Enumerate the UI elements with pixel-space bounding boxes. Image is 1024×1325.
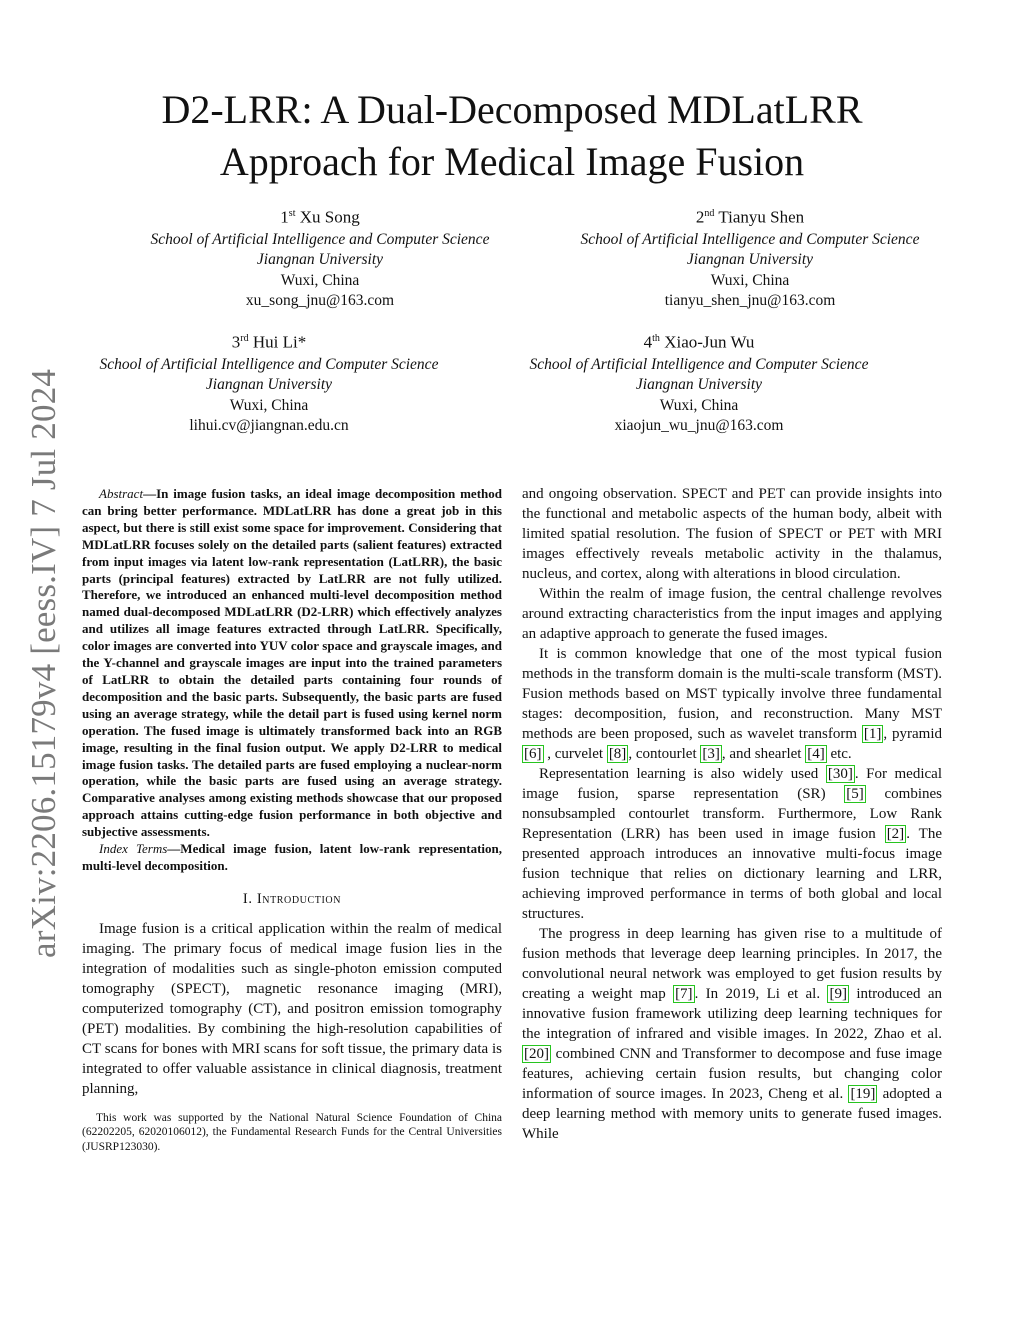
index-terms — [82, 841, 502, 875]
author-affiliation: School of Artificial Intelligence and Computer Science — [150, 230, 490, 248]
arxiv-stamp: arXiv:2206.15179v4 [eess.IV] 7 Jul 2024 — [24, 368, 63, 958]
author-email[interactable]: xiaojun_wu_jnu@163.com — [614, 417, 784, 435]
title-line-1: D2-LRR: A Dual-Decomposed MDLatLRR — [161, 87, 863, 132]
intro-paragraph: Image fusion is a critical application within the realm of medical imaging. The primary focus of medical image fusion lies in the integration of modalities such as single-photon emission computed tomography (SPECT), magnetic resonance imaging (MRI), computerized tomography (CT), and positron emission tomography (PET) modalities. By combining the high-resolution capabilities of CT scans for bones with MRI scans for soft tissue, the primary data is integrated to offer valuable assistance in clinical diagnosis, treatment planning, — [82, 920, 502, 1097]
author-email[interactable]: tianyu_shen_jnu@163.com — [664, 292, 836, 310]
author-university: Jiangnan University — [686, 251, 814, 269]
author-name: Tianyu Shen — [718, 207, 805, 227]
right-column — [522, 484, 942, 1144]
author-affiliation: School of Artificial Intelligence and Computer Science — [99, 355, 439, 373]
author-university: Jiangnan University — [635, 376, 763, 394]
citation-link[interactable]: [30] — [827, 766, 853, 782]
citation-link[interactable]: [5] — [846, 786, 864, 802]
abstract-label: Abstract — [99, 486, 144, 501]
author-name: Xu Song — [299, 207, 360, 227]
section-heading: I. Introduction — [242, 890, 342, 907]
left-column — [82, 486, 502, 1154]
citation-link[interactable]: [19] — [850, 1086, 876, 1102]
author-city: Wuxi, China — [659, 396, 739, 414]
author-city: Wuxi, China — [229, 396, 309, 414]
author-block-3: 3rd Hui Li* School of Artificial Intelligence and Computer Science Jiangnan University Wuxi, China lihui.cv@jiangnan.edu.cn — [49, 327, 489, 437]
citation-link[interactable]: [4] — [807, 746, 825, 762]
paragraph: Representation learning is also widely used [30] . For medical image fusion, sparse representation (SR) [5] combines nonsubsampled contourlet transform. Furthermore, Low Rank Representation (LRR) has been used in image fusion [2] . The presented approach introduces an innovative multi-focus image fusion technique that relies on dictionary learning and LRR, achieving improved performance in terms of both global and local structures. — [522, 766, 942, 922]
author-block-4: 4th Xiao-Jun Wu School of Artificial Intelligence and Computer Science Jiangnan University Wuxi, China xiaojun_wu_jnu@163.com — [479, 327, 919, 437]
author-name: Xiao-Jun Wu — [664, 332, 755, 352]
citation-link[interactable]: [2] — [886, 826, 905, 842]
citation-link[interactable]: [6] — [524, 746, 542, 762]
citation-link[interactable]: [3] — [702, 746, 720, 762]
citation-link[interactable]: [8] — [608, 746, 627, 762]
paragraph: and ongoing observation. SPECT and PET can provide insights into the functional and metabolic aspects of the human body, albeit with limited spatial resolution. The fusion of SPECT or PET with MRI images effectively reveals metabolic activity in the thalamus, nucleus, and cortex, along with alterations in blood circulation. — [522, 486, 942, 582]
author-city: Wuxi, China — [280, 271, 360, 289]
citation-link[interactable]: [9] — [829, 986, 847, 1002]
citation-link[interactable]: [20] — [524, 1046, 549, 1062]
abstract — [82, 486, 502, 841]
author-city: Wuxi, China — [710, 271, 790, 289]
paper-title — [80, 84, 944, 188]
author-email[interactable]: xu_song_jnu@163.com — [245, 292, 395, 310]
author-block-2: 2nd Tianyu Shen School of Artificial Intelligence and Computer Science Jiangnan University Wuxi, China tianyu_shen_jnu@163.com — [530, 202, 970, 312]
author-affiliation: School of Artificial Intelligence and Computer Science — [580, 230, 920, 248]
citation-link[interactable]: [7] — [675, 986, 693, 1002]
abstract-text: —In image fusion tasks, an ideal image decomposition method can bring better performance. MDLatLRR has done a great job in this aspect, but there is still exist some space for improvement. Considering that MDLatLRR focuses solely on the detailed parts (salient features) extracted from input images via latent low-rank representation (LatLRR), the basic parts (principal features) extracted by LatLRR are not fully utilized. Therefore, we introduced an enhanced multi-level decomposition method named dual-decomposed MDLatLRR (D2-LRR) which effectively analyzes and utilizes all image features extracted through LatLRR. Specifically, color images are converted into YUV color space and grayscale images, and the Y-channel and grayscale images are input into the trained parameters of LatLRR to obtain the detailed parts containing four rounds of decomposition and the basic parts. Subsequently, the basic parts are fused using an average strategy, while the detail part is fused using kernel norm operation. The fused image is ultimately transformed back into an RGB image, resulting in the final fusion output. We apply D2-LRR to medical image fusion tasks. The detailed parts are fused employing a nuclear-norm operation, while the basic parts are fused using an average strategy. Comparative analyses among existing methods showcase that our proposed approach attains cutting-edge fusion performance in both objective and subjective assessments. — [82, 486, 502, 840]
title-line-2: Approach for Medical Image Fusion — [219, 139, 805, 184]
author-block-1: 1st Xu Song School of Artificial Intelligence and Computer Science Jiangnan University Wuxi, China xu_song_jnu@163.com — [100, 202, 540, 312]
index-terms-label: Index Terms — [99, 841, 168, 857]
author-affiliation: School of Artificial Intelligence and Computer Science — [529, 355, 869, 373]
citation-link[interactable]: [1] — [863, 726, 882, 742]
author-university: Jiangnan University — [256, 251, 384, 269]
paragraph: The progress in deep learning has given rise to a multitude of fusion methods that leverage deep learning principles. In 2017, the convolutional neural network was employed to get fusion results by creating a weight map [7] . In 2019, Li et al. [9] introduced an innovative fusion framework utilizing deep learning techniques for the integration of infrared and visible images. In 2022, Zhao et al. [20] combined CNN and Transformer to decompose and fuse image features, achieving certain fusion results, but changing color information of source images. In 2023, Cheng et al. [19] adopted a deep learning method with memory units to generate fused images. While — [522, 926, 943, 1142]
author-email[interactable]: lihui.cv@jiangnan.edu.cn — [189, 417, 349, 435]
paragraph: Within the realm of image fusion, the central challenge revolves around extracting characteristics from the input images and applying an adaptive approach to generate the fused images. — [522, 586, 942, 642]
index-terms-text: —Medical image fusion, latent low-rank representation, multi-level decomposition. — [82, 841, 502, 873]
author-name: Hui Li* — [252, 332, 307, 352]
footnote: This work was supported by the National Natural Science Foundation of China (62202205, 62020106012), the Fundamental Research Funds for the Central Universities (JUSRP123030). — [82, 1111, 502, 1153]
paragraph: It is common knowledge that one of the most typical fusion methods in the transform domain is the multi-scale transform (MST). Fusion methods based on MST typically involve three fundamental stages: decomposition, fusion, and reconstruction. Many MST methods are been proposed, such as wavelet transform [1] , pyramid [6] , curvelet [8] , contourlet [3] , and shearlet [4] etc. — [522, 646, 942, 762]
author-university: Jiangnan University — [205, 376, 333, 394]
